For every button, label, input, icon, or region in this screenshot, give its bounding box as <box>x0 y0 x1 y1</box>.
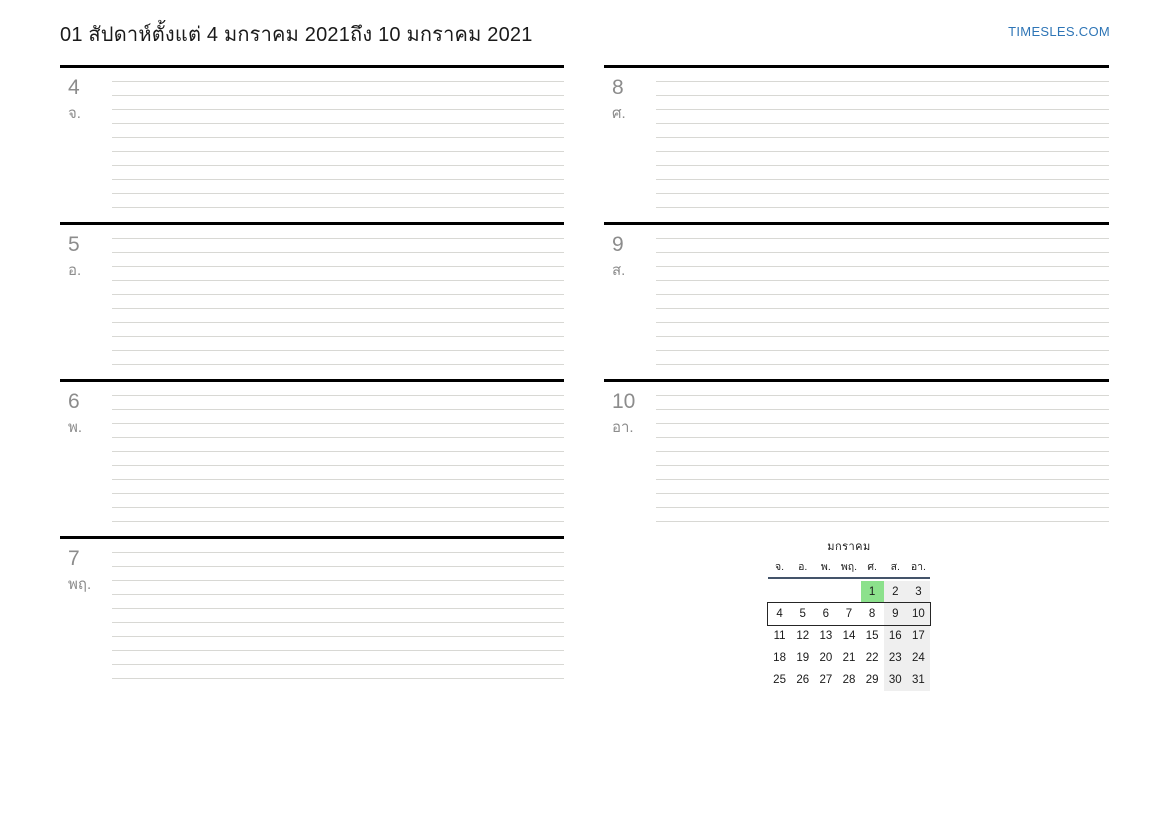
mini-calendar-day: 15 <box>865 630 879 642</box>
notes-ruled-lines <box>656 68 1109 209</box>
mini-calendar-day: 18 <box>773 652 786 664</box>
day-weekday-label: อา. <box>612 419 634 436</box>
mini-calendar-day: 19 <box>796 652 810 664</box>
page-title: 01 สัปดาห์ตั้งแต่ 4 มกราคม 2021ถึง 10 มกราคม 2021 <box>60 24 533 46</box>
day-number: 4 <box>68 76 80 99</box>
mini-calendar <box>768 540 930 691</box>
day-header <box>60 382 112 536</box>
day-section-5 <box>60 222 564 379</box>
day-weekday-label: อ. <box>68 262 82 279</box>
right-column <box>604 65 1109 686</box>
mini-calendar-day: 21 <box>842 652 856 664</box>
day-weekday-label: ศ. <box>612 105 626 122</box>
day-section-8 <box>604 65 1109 222</box>
weekday-header-cell: ศ. <box>867 561 877 573</box>
notes-ruled-lines <box>112 382 564 523</box>
notes-ruled-lines <box>112 539 564 680</box>
mini-calendar-day <box>768 581 791 603</box>
mini-calendar-highlighted-day: 1 <box>861 581 884 603</box>
mini-calendar-grid <box>768 581 930 691</box>
mini-calendar-day <box>814 581 837 603</box>
day-number: 7 <box>68 547 80 570</box>
mini-calendar-day: 24 <box>907 647 930 669</box>
mini-calendar-day: 23 <box>884 647 907 669</box>
day-header <box>604 225 656 379</box>
mini-calendar-day: 31 <box>907 669 930 691</box>
day-header <box>604 382 656 536</box>
mini-calendar-day: 26 <box>796 674 810 686</box>
weekday-header-cell: จ. <box>775 561 785 573</box>
mini-calendar-day: 4 <box>776 608 783 620</box>
mini-calendar-month-title: มกราคม <box>827 541 871 553</box>
mini-calendar-weekday-header <box>768 561 930 579</box>
mini-calendar-week-row <box>768 625 930 647</box>
mini-calendar-day <box>837 581 860 603</box>
day-header <box>60 68 112 222</box>
site-link[interactable]: TIMESLES.COM <box>1008 24 1110 39</box>
day-number: 8 <box>612 76 624 99</box>
mini-calendar-day: 16 <box>884 625 907 647</box>
mini-calendar-day: 25 <box>773 674 786 686</box>
day-weekday-label: พ. <box>68 419 83 436</box>
day-number: 9 <box>612 233 624 256</box>
notes-ruled-lines <box>112 225 564 366</box>
day-section-6 <box>60 379 564 536</box>
mini-calendar-week-row <box>768 647 930 669</box>
day-section-10 <box>604 379 1109 536</box>
mini-calendar-day: 22 <box>865 652 879 664</box>
left-column <box>60 65 564 693</box>
weekday-header-cell: พ. <box>820 561 831 573</box>
mini-calendar-day: 28 <box>842 674 856 686</box>
mini-calendar-week-row <box>768 581 930 603</box>
day-header <box>60 539 112 693</box>
weekday-header-cell: อ. <box>798 561 808 573</box>
mini-calendar-week-row <box>768 669 930 691</box>
notes-ruled-lines <box>112 68 564 209</box>
mini-calendar-day: 8 <box>868 608 876 620</box>
mini-calendar-day: 14 <box>842 630 856 642</box>
day-section-9 <box>604 222 1109 379</box>
mini-calendar-day: 5 <box>799 608 806 620</box>
mini-calendar-day <box>791 581 814 603</box>
day-number: 6 <box>68 390 80 413</box>
mini-calendar-day: 12 <box>796 630 810 642</box>
notes-ruled-lines <box>656 225 1109 366</box>
mini-calendar-day: 30 <box>884 669 907 691</box>
mini-calendar-current-week-row <box>768 603 930 625</box>
weekday-header-cell: ส. <box>890 561 900 573</box>
mini-calendar-day: 10 <box>907 603 930 625</box>
mini-calendar-day: 3 <box>907 581 930 603</box>
day-weekday-label: ส. <box>612 262 626 279</box>
day-section-4 <box>60 65 564 222</box>
day-section-7 <box>60 536 564 693</box>
day-header <box>60 225 112 379</box>
notes-ruled-lines <box>656 382 1109 523</box>
mini-calendar-day: 2 <box>884 581 907 603</box>
mini-calendar-day: 11 <box>773 630 786 642</box>
day-number: 5 <box>68 233 80 256</box>
day-weekday-label: จ. <box>68 105 81 122</box>
mini-calendar-day: 20 <box>819 652 833 664</box>
mini-calendar-day: 9 <box>884 603 907 625</box>
mini-calendar-day: 29 <box>865 674 879 686</box>
mini-calendar-day: 7 <box>845 608 853 620</box>
mini-calendar-day: 13 <box>819 630 833 642</box>
day-header <box>604 68 656 222</box>
day-weekday-label: พฤ. <box>68 576 92 593</box>
mini-calendar-day: 27 <box>819 674 833 686</box>
weekday-header-cell: พฤ. <box>840 561 858 573</box>
mini-calendar-day: 17 <box>907 625 930 647</box>
weekday-header-cell: อา. <box>910 561 926 573</box>
mini-calendar-day: 6 <box>822 608 830 620</box>
day-number: 10 <box>612 390 636 413</box>
